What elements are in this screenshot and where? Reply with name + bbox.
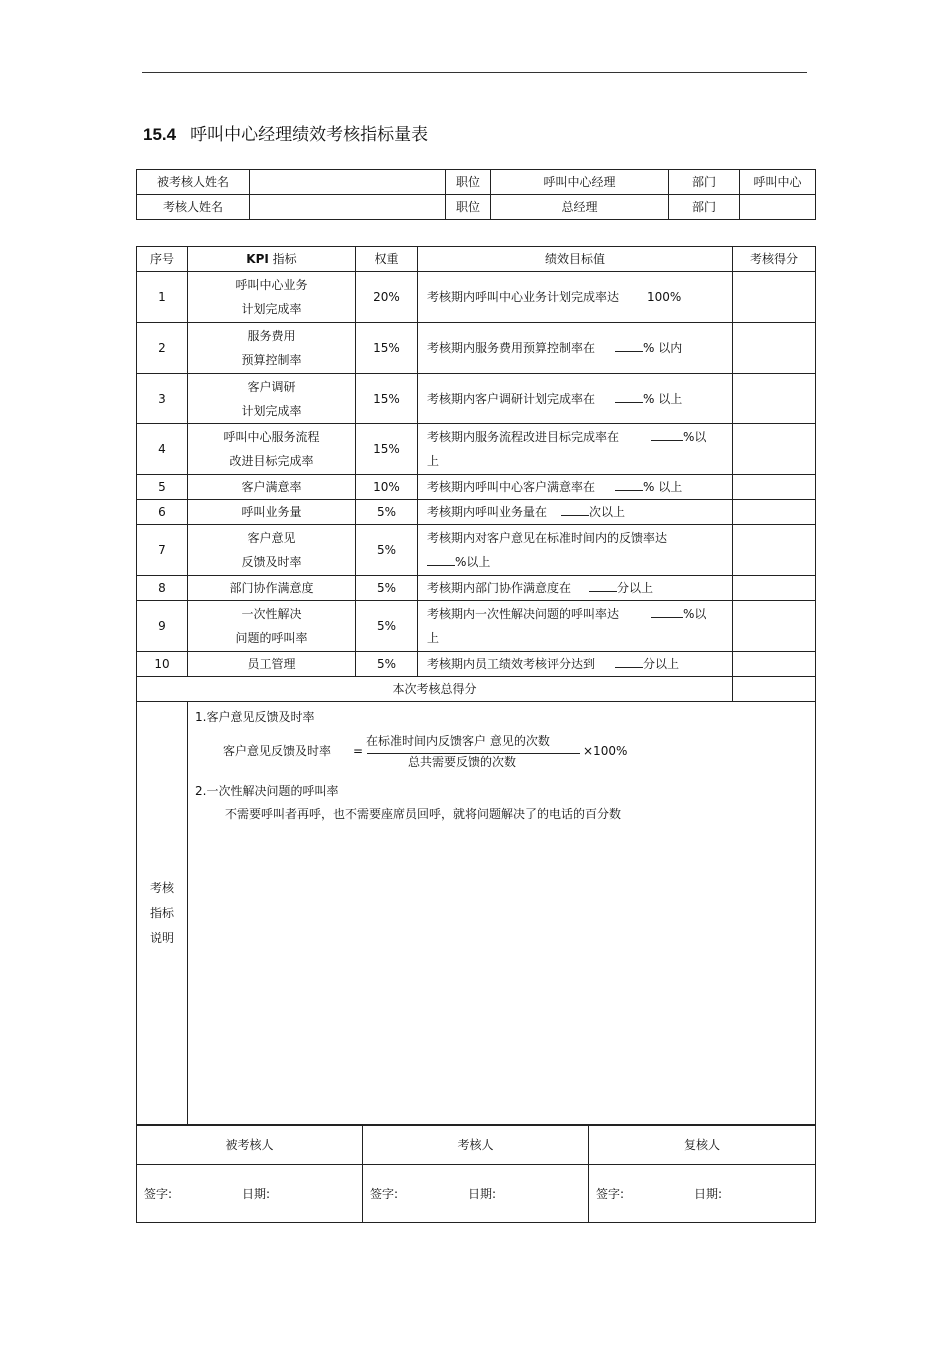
kpi-name-line2: 计划完成率 bbox=[241, 403, 302, 418]
target-suffix: 分以上 bbox=[617, 581, 654, 595]
row-score-field[interactable] bbox=[733, 424, 816, 475]
signoff-roles-row bbox=[137, 1126, 816, 1165]
target-text: 考核期内客户调研计划完成率在 bbox=[427, 391, 596, 406]
side-label-3: 说明 bbox=[149, 930, 174, 945]
header-kpi-bold: KPI bbox=[246, 252, 269, 266]
row-weight: 5% bbox=[356, 525, 418, 576]
reviewee-sign-field[interactable] bbox=[137, 1165, 363, 1223]
table-row bbox=[137, 374, 816, 424]
row-kpi-name bbox=[188, 601, 356, 652]
row-target bbox=[418, 500, 733, 525]
blank-underline[interactable] bbox=[651, 427, 683, 441]
kpi-name-line2: 改进目标完成率 bbox=[229, 454, 314, 468]
row-no: 2 bbox=[137, 323, 188, 374]
total-score-field[interactable] bbox=[733, 677, 816, 702]
role-rechecker: 复核人 bbox=[589, 1126, 816, 1165]
sign-label: 签字: bbox=[144, 1186, 173, 1201]
row-kpi-name bbox=[188, 323, 356, 374]
row-target bbox=[418, 525, 733, 576]
reviewee-position-label: 职位 bbox=[446, 170, 491, 195]
kpi-name-line1: 客户调研 bbox=[247, 379, 296, 394]
row-kpi-name bbox=[188, 272, 356, 323]
table-row bbox=[137, 272, 816, 323]
reviewer-dept-label: 部门 bbox=[669, 195, 740, 220]
row-target bbox=[418, 601, 733, 652]
header-target: 绩效目标值 bbox=[418, 247, 733, 272]
row-weight: 5% bbox=[356, 601, 418, 652]
date-label: 日期: bbox=[694, 1186, 723, 1201]
info-row-reviewee bbox=[137, 170, 816, 195]
blank-underline[interactable] bbox=[615, 477, 643, 491]
info-row-reviewer bbox=[137, 195, 816, 220]
row-score-field[interactable] bbox=[733, 374, 816, 424]
row-weight: 5% bbox=[356, 500, 418, 525]
side-label-2: 指标 bbox=[149, 905, 174, 920]
table-row bbox=[137, 424, 816, 475]
blank-underline[interactable] bbox=[651, 604, 683, 618]
row-weight: 5% bbox=[356, 576, 418, 601]
row-score-field[interactable] bbox=[733, 475, 816, 500]
section-number: 15.4 bbox=[143, 125, 177, 144]
reviewer-position-label: 职位 bbox=[446, 195, 491, 220]
formula-denominator: 总共需要反馈的次数 bbox=[408, 755, 517, 769]
target-suffix: %以上 bbox=[455, 555, 491, 569]
blank-underline[interactable] bbox=[615, 338, 643, 352]
header-no: 序号 bbox=[137, 247, 188, 272]
blank-underline[interactable] bbox=[615, 654, 643, 668]
side-label-1: 考核 bbox=[149, 880, 174, 895]
date-label: 日期: bbox=[242, 1186, 271, 1201]
sign-label: 签字: bbox=[596, 1186, 625, 1201]
header-kpi bbox=[188, 247, 356, 272]
table-row bbox=[137, 323, 816, 374]
note-item1-title: 1.客户意见反馈及时率 bbox=[195, 710, 315, 724]
kpi-name-line2: 计划完成率 bbox=[241, 302, 302, 316]
target-text: 考核期内一次性解决问题的呼叫率达 bbox=[427, 607, 620, 621]
row-no: 10 bbox=[137, 652, 188, 677]
row-score-field[interactable] bbox=[733, 601, 816, 652]
reviewee-dept-label: 部门 bbox=[669, 170, 740, 195]
note-item2-title: 2.一次性解决问题的呼叫率 bbox=[195, 784, 339, 798]
row-target bbox=[418, 323, 733, 374]
header-weight: 权重 bbox=[356, 247, 418, 272]
formula-numerator: 在标准时间内反馈客户 意见的次数 bbox=[366, 734, 550, 748]
target-suffix: %以 bbox=[683, 607, 707, 621]
blank-underline[interactable] bbox=[589, 578, 617, 592]
top-rule bbox=[142, 72, 807, 73]
page-title bbox=[143, 120, 428, 145]
reviewee-dept-value: 呼叫中心 bbox=[740, 170, 816, 195]
reviewee-name-field[interactable] bbox=[250, 170, 446, 195]
kpi-name-line1: 一次性解决 bbox=[241, 607, 302, 621]
row-kpi-name: 呼叫业务量 bbox=[188, 500, 356, 525]
row-kpi-name bbox=[188, 525, 356, 576]
target-text: 考核期内部门协作满意度在 bbox=[427, 581, 572, 595]
target-suffix: % 以上 bbox=[643, 480, 683, 494]
role-reviewer: 考核人 bbox=[363, 1126, 589, 1165]
role-reviewee: 被考核人 bbox=[137, 1126, 363, 1165]
row-no: 1 bbox=[137, 272, 188, 323]
blank-underline[interactable] bbox=[615, 389, 643, 403]
total-row bbox=[137, 677, 816, 702]
target-suffix: %以 bbox=[683, 430, 707, 444]
formula-multiplier: ×100% bbox=[583, 744, 628, 758]
target-suffix: 次以上 bbox=[589, 505, 626, 519]
target-text: 考核期内员工绩效考核评分达到 bbox=[427, 657, 596, 671]
row-weight: 20% bbox=[356, 272, 418, 323]
title-text: 呼叫中心经理绩效考核指标量表 bbox=[190, 125, 429, 145]
table-row bbox=[137, 601, 816, 652]
row-weight: 15% bbox=[356, 424, 418, 475]
kpi-name-line2: 问题的呼叫率 bbox=[235, 631, 308, 645]
row-target bbox=[418, 272, 733, 323]
row-kpi-name: 部门协作满意度 bbox=[188, 576, 356, 601]
target-suffix: % 以上 bbox=[643, 391, 683, 406]
rechecker-sign-field[interactable] bbox=[589, 1165, 816, 1223]
target-wrap: 上 bbox=[427, 454, 440, 468]
row-no: 7 bbox=[137, 525, 188, 576]
kpi-name-line1: 呼叫中心业务 bbox=[235, 278, 308, 292]
row-target bbox=[418, 576, 733, 601]
target-text: 考核期内呼叫中心业务计划完成率达 bbox=[427, 290, 620, 304]
formula-equals: = bbox=[353, 744, 364, 758]
blank-underline[interactable] bbox=[427, 552, 455, 566]
row-score-field[interactable] bbox=[733, 525, 816, 576]
formula-lhs: 客户意见反馈及时率 bbox=[223, 744, 332, 758]
target-value: 100% bbox=[647, 290, 682, 304]
target-text: 考核期内服务费用预算控制率在 bbox=[427, 341, 596, 355]
row-weight: 15% bbox=[356, 323, 418, 374]
row-weight: 5% bbox=[356, 652, 418, 677]
row-no: 8 bbox=[137, 576, 188, 601]
signoff-sign-row bbox=[137, 1165, 816, 1223]
row-kpi-name: 员工管理 bbox=[188, 652, 356, 677]
target-text: 考核期内服务流程改进目标完成率在 bbox=[427, 430, 620, 444]
reviewer-sign-field[interactable] bbox=[363, 1165, 589, 1223]
kpi-name-line1: 客户意见 bbox=[247, 531, 296, 545]
row-no: 6 bbox=[137, 500, 188, 525]
row-no: 9 bbox=[137, 601, 188, 652]
row-no: 4 bbox=[137, 424, 188, 475]
row-kpi-name bbox=[188, 374, 356, 424]
row-no: 3 bbox=[137, 374, 188, 424]
notes-side-label bbox=[137, 702, 188, 1125]
reviewee-name-label: 被考核人姓名 bbox=[137, 170, 250, 195]
signoff-table bbox=[136, 1125, 816, 1223]
row-score-field[interactable] bbox=[733, 500, 816, 525]
header-kpi-rest: 指标 bbox=[268, 252, 297, 266]
reviewee-position-value: 呼叫中心经理 bbox=[491, 170, 669, 195]
row-weight: 15% bbox=[356, 374, 418, 424]
reviewer-name-field[interactable] bbox=[250, 195, 446, 220]
kpi-header-row bbox=[137, 247, 816, 272]
blank-underline[interactable] bbox=[561, 502, 589, 516]
row-score-field[interactable] bbox=[733, 652, 816, 677]
target-suffix: 分以上 bbox=[643, 657, 680, 671]
kpi-name-line1: 呼叫中心服务流程 bbox=[223, 430, 320, 444]
row-score-field[interactable] bbox=[733, 272, 816, 323]
row-score-field[interactable] bbox=[733, 323, 816, 374]
note-item2-desc: 不需要呼叫者再呼，也不需要座席员回呼，就将问题解决了的电话的百分数 bbox=[225, 807, 622, 821]
kpi-table bbox=[136, 246, 816, 1125]
reviewer-name-label: 考核人姓名 bbox=[137, 195, 250, 220]
target-text: 考核期内呼叫中心客户满意率在 bbox=[427, 480, 596, 494]
sign-label: 签字: bbox=[370, 1186, 399, 1201]
table-row bbox=[137, 475, 816, 500]
row-kpi-name: 客户满意率 bbox=[188, 475, 356, 500]
table-row bbox=[137, 525, 816, 576]
target-text: 考核期内对客户意见在标准时间内的反馈率达 bbox=[427, 531, 668, 545]
kpi-name-line2: 预算控制率 bbox=[241, 353, 302, 367]
row-target bbox=[418, 475, 733, 500]
kpi-name-line1: 服务费用 bbox=[247, 329, 296, 343]
row-kpi-name bbox=[188, 424, 356, 475]
row-target bbox=[418, 374, 733, 424]
row-target bbox=[418, 652, 733, 677]
date-label: 日期: bbox=[468, 1186, 497, 1201]
kpi-name-line2: 反馈及时率 bbox=[241, 555, 302, 569]
row-no: 5 bbox=[137, 475, 188, 500]
row-score-field[interactable] bbox=[733, 576, 816, 601]
table-row bbox=[137, 576, 816, 601]
target-text: 考核期内呼叫业务量在 bbox=[427, 505, 548, 519]
target-wrap: 上 bbox=[427, 631, 440, 645]
reviewer-position-value: 总经理 bbox=[491, 195, 669, 220]
row-target bbox=[418, 424, 733, 475]
header-score: 考核得分 bbox=[733, 247, 816, 272]
total-score-label: 本次考核总得分 bbox=[137, 677, 733, 702]
table-row bbox=[137, 500, 816, 525]
info-table bbox=[136, 169, 816, 220]
reviewer-dept-field[interactable] bbox=[740, 195, 816, 220]
target-suffix: % 以内 bbox=[643, 341, 683, 355]
table-row bbox=[137, 652, 816, 677]
row-weight: 10% bbox=[356, 475, 418, 500]
